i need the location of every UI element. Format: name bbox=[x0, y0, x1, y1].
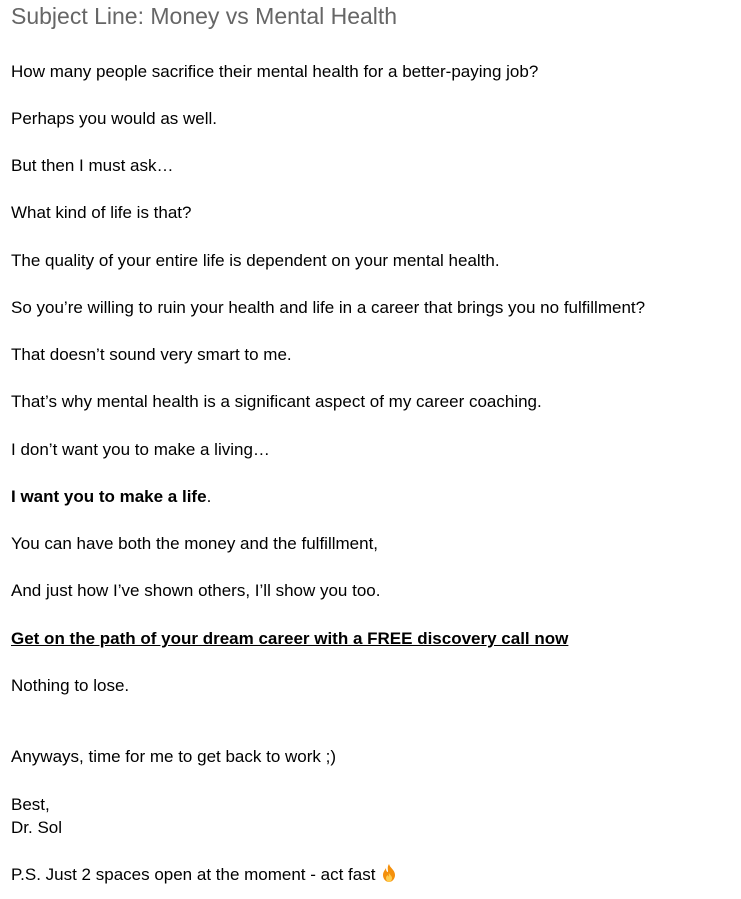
make-life-bold: I want you to make a life bbox=[11, 487, 207, 506]
paragraph-both: You can have both the money and the fulfillment, bbox=[11, 534, 379, 553]
paragraph-not-smart: That doesn’t sound very smart to me. bbox=[11, 345, 292, 364]
paragraph-quality: The quality of your entire life is dependent on your mental health. bbox=[11, 251, 500, 270]
paragraph-coaching: That’s why mental health is a significant aspect of my career coaching. bbox=[11, 392, 542, 411]
cta-paragraph bbox=[11, 628, 568, 650]
postscript-text: P.S. Just 2 spaces open at the moment - act fast bbox=[11, 865, 376, 884]
subject-line: Subject Line: Money vs Mental Health bbox=[11, 3, 398, 29]
discovery-call-link[interactable]: Get on the path of your dream career with a FREE discovery call now bbox=[11, 629, 569, 648]
paragraph-make-living: I don’t want you to make a living… bbox=[11, 440, 270, 459]
signoff: Best, bbox=[11, 795, 50, 814]
make-life-period: . bbox=[206, 487, 212, 506]
paragraph-shown-others: And just how I’ve shown others, I’ll show you too. bbox=[11, 581, 381, 600]
paragraph-make-life bbox=[11, 486, 211, 508]
paragraph-kind-of-life: What kind of life is that? bbox=[11, 203, 192, 222]
paragraph-must-ask: But then I must ask… bbox=[11, 156, 174, 175]
paragraph-nothing-to-lose: Nothing to lose. bbox=[11, 676, 130, 695]
postscript bbox=[11, 864, 396, 886]
fire-icon bbox=[382, 864, 396, 882]
signature: Dr. Sol bbox=[11, 818, 63, 837]
paragraph-back-to-work: Anyways, time for me to get back to work ;) bbox=[11, 747, 337, 766]
paragraph-question: How many people sacrifice their mental health for a better-paying job? bbox=[11, 62, 539, 81]
paragraph-willing: So you’re willing to ruin your health and life in a career that brings you no fulfillment? bbox=[11, 298, 646, 317]
paragraph-perhaps: Perhaps you would as well. bbox=[11, 109, 218, 128]
